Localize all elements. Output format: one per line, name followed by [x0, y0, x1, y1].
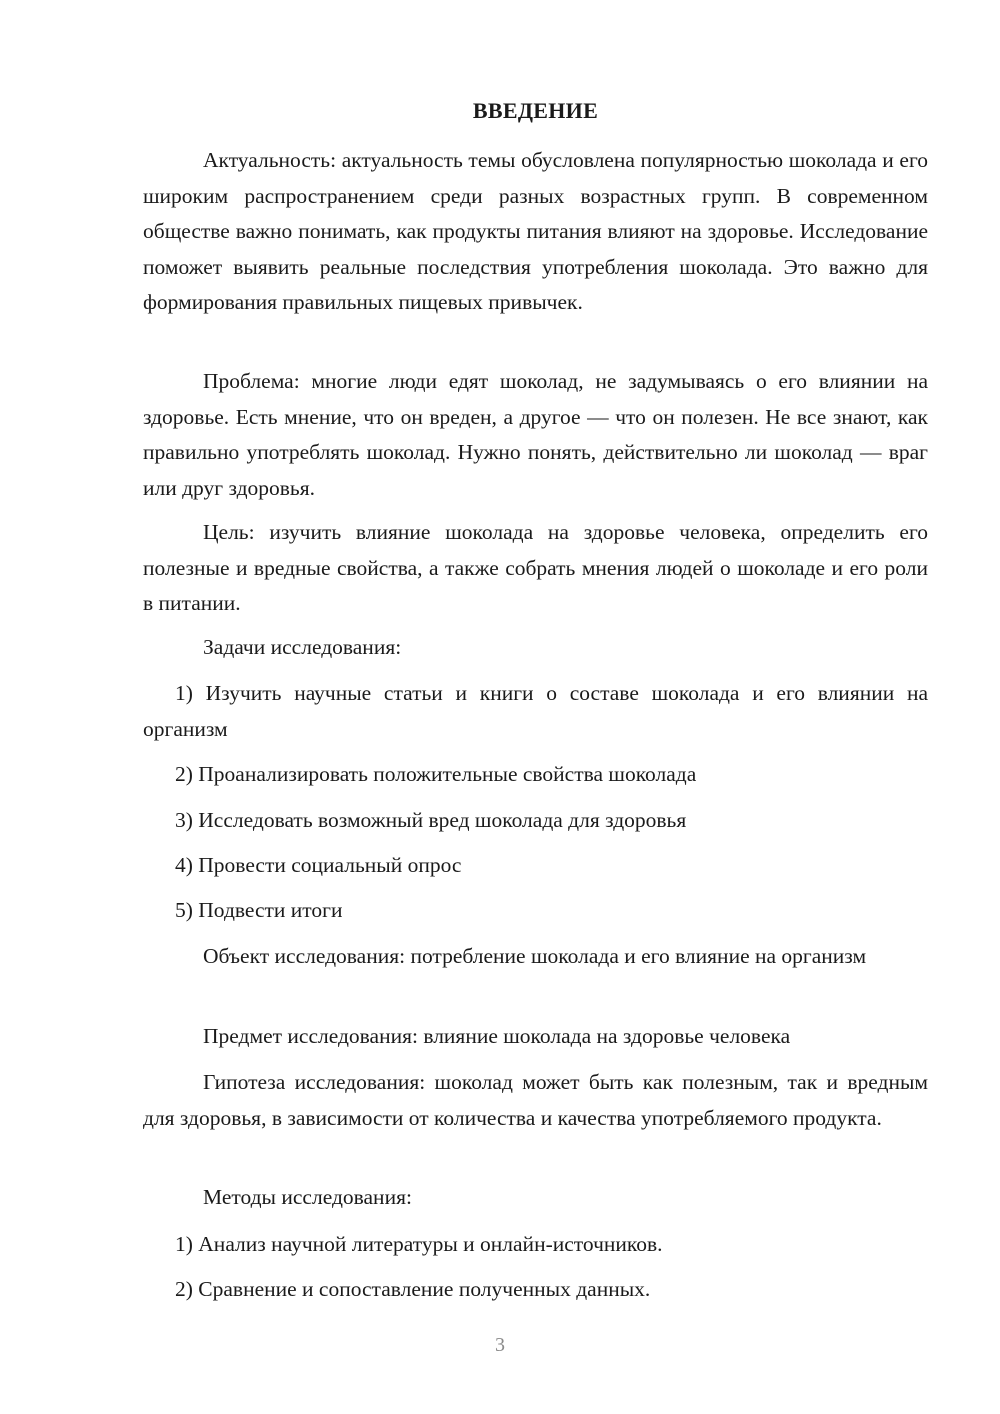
problem-paragraph: Проблема: многие люди едят шоколад, не задумываясь о его влиянии на здоровье. Есть мнение, что он вреден, а другое — что он полезен. Не все знают, как правильно употреблять шоколад. Нужно понять, действительно ли шоколад — враг или друг здоровья. — [143, 369, 928, 500]
method-item-1: 1) Анализ научной литературы и онлайн-источников. — [175, 1232, 663, 1256]
task-item-1: 1) Изучить научные статьи и книги о составе шоколада и его влиянии на организм — [143, 681, 928, 741]
methods-heading: Методы исследования: — [203, 1185, 412, 1209]
method-item-2: 2) Сравнение и сопоставление полученных данных. — [175, 1277, 651, 1301]
task-item-3: 3) Исследовать возможный вред шоколада для здоровья — [175, 808, 687, 832]
relevance-paragraph: Актуальность: актуальность темы обусловлена популярностью шоколада и его широким распространением среди разных возрастных групп. В современном обществе важно понимать, как продукты питания влияют на здоровье. Исследование поможет выявить реальные последствия употребления шоколада. Это важно для формирования правильных пищевых привычек. — [143, 148, 928, 314]
task-item-2: 2) Проанализировать положительные свойства шоколада — [175, 762, 697, 786]
task-item-4: 4) Провести социальный опрос — [175, 853, 462, 877]
tasks-heading: Задачи исследования: — [203, 635, 402, 659]
subject-paragraph: Предмет исследования: влияние шоколада на здоровье человека — [203, 1024, 791, 1048]
goal-paragraph: Цель: изучить влияние шоколада на здоровье человека, определить его полезные и вредные свойства, а также собрать мнения людей о шоколаде и его роли в питании. — [143, 520, 928, 615]
hypothesis-paragraph: Гипотеза исследования: шоколад может быть как полезным, так и вредным для здоровья, в зависимости от количества и качества употребляемого продукта. — [143, 1070, 928, 1130]
page-number: 3 — [495, 1334, 505, 1356]
object-paragraph: Объект исследования: потребление шоколада и его влияние на организм — [203, 944, 867, 968]
task-item-5: 5) Подвести итоги — [175, 898, 343, 922]
page-title: ВВЕДЕНИЕ — [472, 98, 599, 123]
